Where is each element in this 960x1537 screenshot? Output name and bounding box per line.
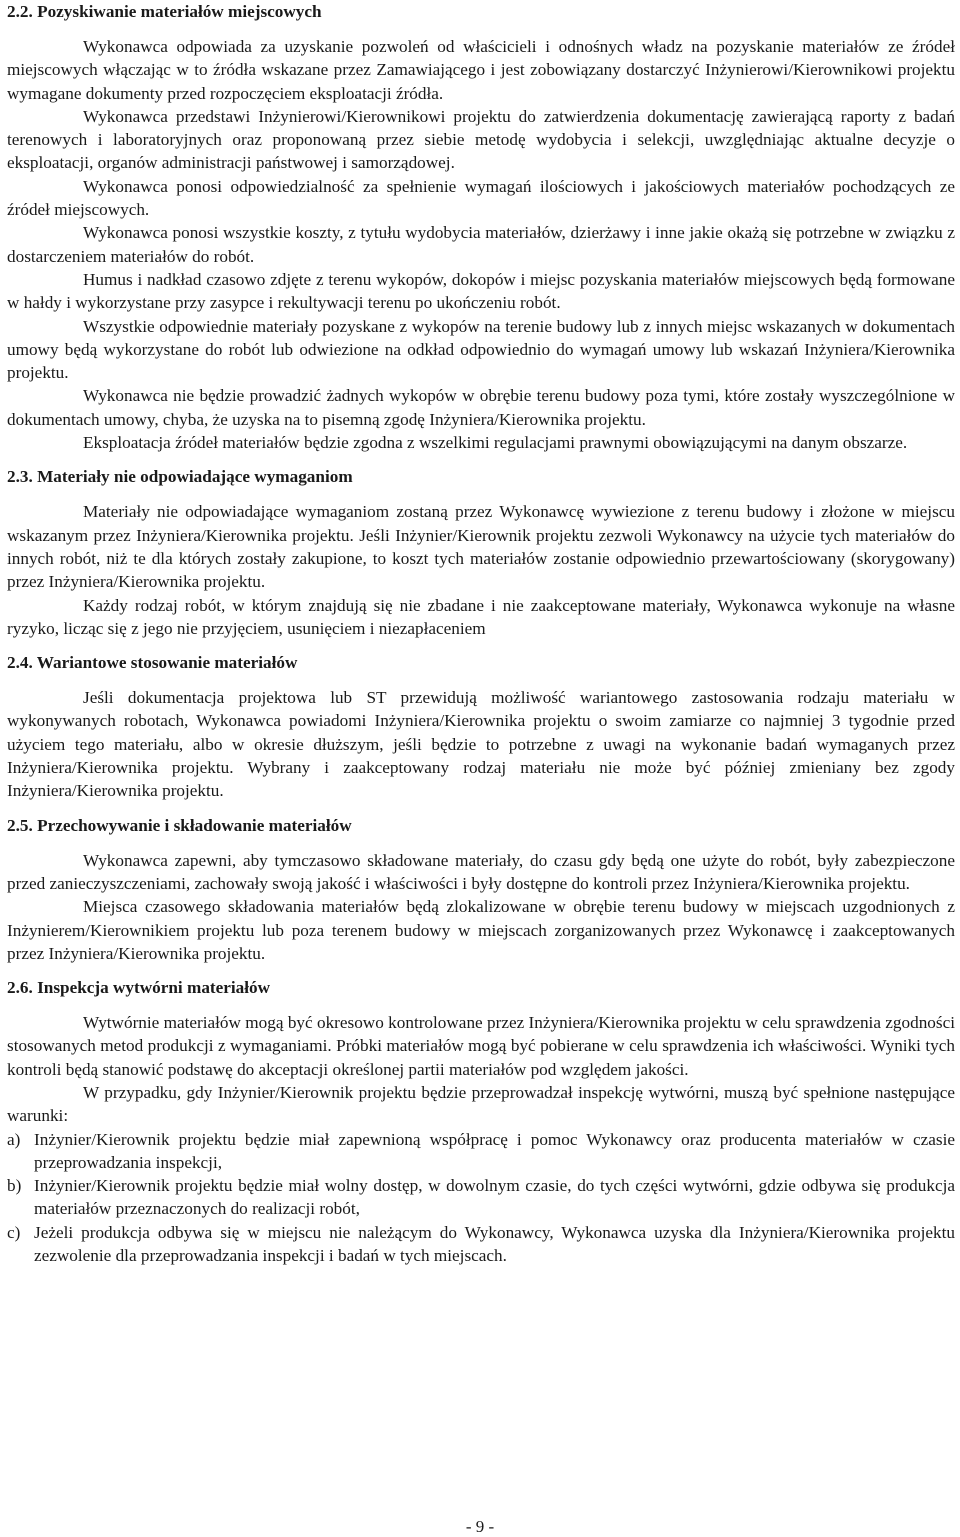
document-page <box>7 0 955 1267</box>
paragraph: Wszystkie odpowiednie materiały pozyskane z wykopów na terenie budowy lub z innych miejsc wskazanych w dokumentach umowy będą wykorzystane do robót lub odwiezione na odkład odpowiednio do wymagań umowy lub wskazań Inżyniera/Kierownika projektu. <box>7 316 955 383</box>
list-marker: a) <box>7 1129 21 1149</box>
section-heading: 2.4. Wariantowe stosowanie materiałów <box>7 653 298 673</box>
list-item-text: Jeżeli produkcja odbywa się w miejscu nie należącym do Wykonawcy, Wykonawca uzyska dla Inżyniera/Kierownika projektu zezwolenie dla przeprowadzania inspekcji i badań w tych miejscach. <box>34 1222 955 1266</box>
section-body <box>7 35 955 454</box>
paragraph: Wykonawca przedstawi Inżynierowi/Kierownikowi projektu do zatwierdzenia dokumentację zawierającą raporty z badań terenowych i laboratoryjnych oraz proponowaną przez siebie metodę wydobycia i selekcji, uwzględniając aktualne decyzje o eksploatacji, organów administracji państwowej i samorządowej. <box>7 106 955 173</box>
paragraph: Materiały nie odpowiadające wymaganiom zostaną przez Wykonawcę wywiezione z terenu budowy i złożone w miejscu wskazanym przez Inżyniera/Kierownika projektu. Jeśli Inżynier/Kierownik projektu zezwoli Wykonawcy na użycie tych materiałów do innych robót, niż te dla których zostały zakupione, to koszt tych materiałów zostanie odpowiednio przewartościowany (skorygowany) przez Inżyniera/Kierownika projektu. <box>7 502 955 592</box>
paragraph: Wykonawca ponosi wszystkie koszty, z tytułu wydobycia materiałów, dzierżawy i inne jakie okażą się potrzebne w związku z dostarczeniem materiałów do robót. <box>7 223 955 266</box>
section-heading: 2.3. Materiały nie odpowiadające wymaganiom <box>7 467 353 487</box>
list-item <box>7 1174 955 1221</box>
paragraph: Wytwórnie materiałów mogą być okresowo kontrolowane przez Inżyniera/Kierownika projektu w celu sprawdzenia zgodności stosowanych metod produkcji z wymaganiami. Próbki materiałów mogą być pobierane w celu sprawdzenia ich właściwości. Wyniki tych kontroli będą stanowić podstawę do akceptacji określonej partii materiałów pod względem jakości. <box>7 1013 955 1079</box>
section-body <box>7 686 955 802</box>
section-body <box>7 500 955 640</box>
paragraph: W przypadku, gdy Inżynier/Kierownik projektu będzie przeprowadzał inspekcję wytwórni, muszą być spełnione następujące warunki: <box>7 1082 955 1126</box>
list-item <box>7 1128 955 1175</box>
section-heading: 2.6. Inspekcja wytwórni materiałów <box>7 978 271 998</box>
section-body <box>7 849 955 965</box>
paragraph: Eksploatacja źródeł materiałów będzie zgodna z wszelkimi regulacjami prawnymi obowiązującymi na danym obszarze. <box>83 433 908 453</box>
section-heading: 2.2. Pozyskiwanie materiałów miejscowych <box>7 2 322 21</box>
conditions-list <box>7 1128 955 1268</box>
paragraph: Wykonawca zapewni, aby tymczasowo składowane materiały, do czasu gdy będą one użyte do robót, były zabezpieczone przed zanieczyszczeniami, zachowały swoją jakość i właściwości i były dostępne do kontroli przez Inżyniera/Kierownika projektu. <box>7 850 955 893</box>
paragraph: Wykonawca nie będzie prowadzić żadnych wykopów w obrębie terenu budowy poza tymi, które zostały wyszczególnione w dokumentach umowy, chyba, że uzyska na to pisemną zgodę Inżyniera/Kierownika projektu. <box>7 386 955 429</box>
paragraph: Wykonawca odpowiada za uzyskanie pozwoleń od właścicieli i odnośnych władz na pozyskanie materiałów ze źródeł miejscowych włączając w to źródła wskazane przez Zamawiającego i jest zobowiązany dostarczyć Inżynierowi/Kierownikowi projektu wymagane dokumenty przed rozpoczęciem eksploatacji źródła. <box>7 37 955 103</box>
page-number: - 9 - <box>465 1517 495 1536</box>
paragraph: Wykonawca ponosi odpowiedzialność za spełnienie wymagań ilościowych i jakościowych materiałów pochodzących ze źródeł miejscowych. <box>7 176 955 220</box>
list-marker: b) <box>7 1176 22 1196</box>
list-marker: c) <box>7 1222 21 1242</box>
paragraph: Jeśli dokumentacja projektowa lub ST przewidują możliwość wariantowego zastosowania rodzaju materiału w wykonywanych robotach, Wykonawca powiadomi Inżyniera/Kierownika projektu o swoim zamiarze co najmniej 3 tygodnie przed użyciem tego materiału, albo w okresie dłuższym, jeśli będzie to potrzebne z uwagi na wykonanie badań wymaganych przez Inżyniera/Kierownika projektu. Wybrany i zaakceptowany rodzaj materiału nie może być później zmieniany bez zgody Inżyniera/Kierownika projektu. <box>7 688 955 801</box>
list-item-text: Inżynier/Kierownik projektu będzie miał wolny dostęp, w dowolnym czasie, do tych części wytwórni, gdzie odbywa się produkcja materiałów przeznaczonych do realizacji robót, <box>34 1176 955 1219</box>
paragraph: Miejsca czasowego składowania materiałów będą zlokalizowane w obrębie terenu budowy w miejscach uzgodnionych z Inżynierem/Kierownikiem projektu lub poza terenem budowy w miejscach zorganizowanych przez Wykonawcę i zaakceptowanych przez Inżyniera/Kierownika projektu. <box>7 897 955 963</box>
section-heading: 2.5. Przechowywanie i składowanie materiałów <box>7 815 352 835</box>
section-body <box>7 1011 955 1267</box>
paragraph: Każdy rodzaj robót, w którym znajdują się nie zbadane i nie zaakceptowane materiały, Wykonawca wykonuje na własne ryzyko, licząc się z jego nie przyjęciem, usunięciem i niezapłaceniem <box>7 595 955 638</box>
list-item <box>7 1221 955 1268</box>
paragraph: Humus i nadkład czasowo zdjęte z terenu wykopów, dokopów i miejsc pozyskania materiałów miejscowych będą formowane w hałdy i wykorzystane przy zasypce i rekultywacji terenu po ukończeniu robót. <box>7 269 955 313</box>
list-item-text: Inżynier/Kierownik projektu będzie miał zapewnioną współpracę i pomoc Wykonawcy oraz producenta materiałów w czasie przeprowadzania inspekcji, <box>34 1129 955 1172</box>
